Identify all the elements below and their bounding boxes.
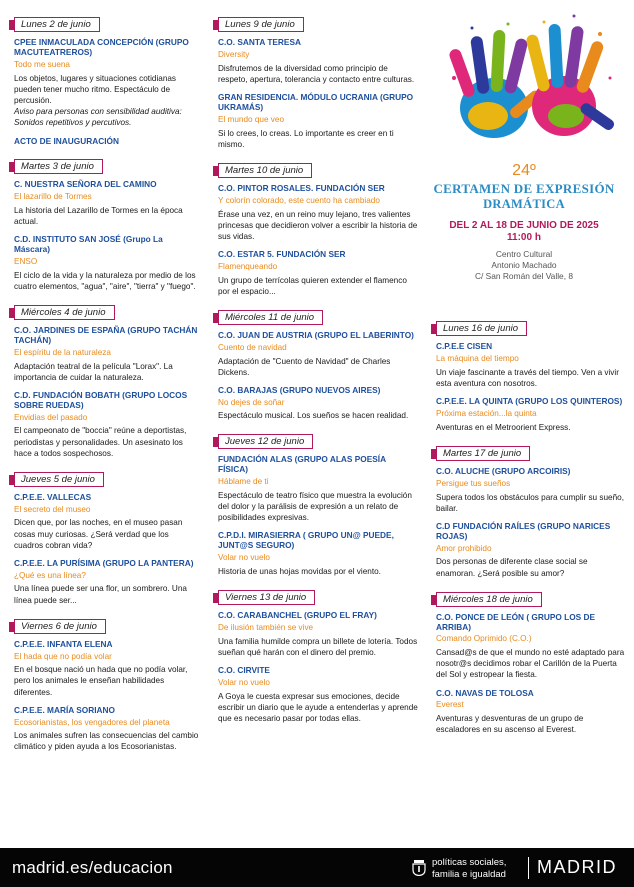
event-item xyxy=(14,38,200,146)
day-section xyxy=(218,307,418,422)
event-group-name: GRAN RESIDENCIA. MÓDULO UCRANIA (GRUPO UKRAMÁS) xyxy=(218,91,414,112)
event-group-name: C. NUESTRA SEÑORA DEL CAMINO xyxy=(14,179,157,190)
event-extra-label: ACTO DE INAUGURACIÓN xyxy=(14,136,119,147)
event-play-title: Cuento de navidad xyxy=(218,342,287,352)
venue-line: C/ San Román del Valle, 8 xyxy=(474,270,574,281)
event-play-title: Diversity xyxy=(218,49,250,59)
event-group-name: C.P.E.E. INFANTA ELENA xyxy=(14,638,113,649)
event-group-name: C.P.E.E. VALLECAS xyxy=(14,491,92,502)
event-play-title: El hada que no podía volar xyxy=(14,651,112,661)
event-item xyxy=(436,613,626,681)
event-description: Los animales sufren las consecuencias del cambio climático y piden ayuda a los Ecosorianistas. xyxy=(14,731,199,752)
event-item xyxy=(218,666,418,724)
event-item xyxy=(436,397,626,433)
day-label: Martes 3 de junio xyxy=(14,159,103,174)
event-item xyxy=(218,611,418,658)
event-group-name: FUNDACIÓN ALAS (GRUPO ALAS POESÍA FÍSICA) xyxy=(218,454,386,475)
day-label: Miércoles 18 de junio xyxy=(436,592,542,607)
event-group-name: C.D. FUNDACIÓN BOBATH (GRUPO LOCOS SOBRE RUEDAS) xyxy=(14,389,188,410)
event-item xyxy=(14,640,200,698)
event-group-name: C.O. BARAJAS (GRUPO NUEVOS AIRES) xyxy=(218,384,381,395)
event-play-title: De ilusión también se vive xyxy=(218,623,314,633)
event-group-name: C.O. ALUCHE (GRUPO ARCOIRIS) xyxy=(436,465,571,476)
event-item xyxy=(218,455,418,523)
event-item xyxy=(218,93,418,150)
event-play-title: El lazarillo de Tormes xyxy=(14,192,92,202)
day-section xyxy=(218,431,418,577)
event-item xyxy=(14,391,200,459)
event-description: Dicen que, por las noches, en el museo pasan cosas muy curiosas. ¿Será verdad que los cuadros cobran vida? xyxy=(14,518,183,550)
event-item xyxy=(14,326,200,383)
event-description: Disfrutemos de la diversidad como principio de respeto, apertura, tolerancia y contacto entre culturas. xyxy=(218,63,415,84)
event-group-name: C.O. ESTAR 5. FUNDACIÓN SER xyxy=(218,248,346,259)
event-item xyxy=(436,522,626,579)
event-item xyxy=(14,493,200,551)
event-play-title: Everest xyxy=(436,700,464,710)
day-label: Jueves 5 de junio xyxy=(14,472,104,487)
day-label: Miércoles 11 de junio xyxy=(218,310,323,325)
event-play-title: El secreto del museo xyxy=(14,504,91,514)
event-description: Historia de unas hojas movidas por el viento. xyxy=(218,567,381,577)
event-group-name: C.O. NAVAS DE TOLOSA xyxy=(436,687,534,698)
department-line: familia e igualdad xyxy=(432,869,506,880)
event-time: 11:00 h xyxy=(507,232,541,243)
event-note: Aviso para personas con sensibilidad auditiva: Sonidos repetitivos y percutivos. xyxy=(14,106,182,127)
event-group-name: C.P.D.I. MIRASIERRA ( GRUPO UN@ PUEDE, JUNT@S SEGURO) xyxy=(218,530,394,551)
event-description: Érase una vez, en un reino muy lejano, tres valientes princesas que decidieron volver a escribir la historia de sus vidas. xyxy=(218,209,418,241)
event-group-name: C.P.E.E. MARÍA SORIANO xyxy=(14,704,115,715)
event-play-title: El mundo que veo xyxy=(218,114,284,124)
event-description: Un viaje fascinante a través del tiempo. Ven a vivir esta aventura con nosotros. xyxy=(436,367,619,388)
venue-line: Antonio Machado xyxy=(491,259,557,270)
madrid-crest-icon xyxy=(412,859,426,876)
event-item xyxy=(218,38,418,85)
event-title-line1: CERTAMEN DE EXPRESIÓN xyxy=(433,181,615,196)
day-label: Lunes 16 de junio xyxy=(436,321,527,336)
event-description: Adaptación de "Cuento de Navidad" de Charles Dickens. xyxy=(218,356,391,377)
event-item xyxy=(436,467,626,514)
event-play-title: Comando Oprimido (C.O.) xyxy=(436,634,532,644)
event-description: Una línea puede ser una flor, un sombrero. Una línea puede ser... xyxy=(14,584,187,605)
event-description: Aventuras y desventuras de un grupo de escaladores en su ascenso al Everest. xyxy=(436,714,584,735)
event-item xyxy=(14,180,200,227)
event-group-name: C.O. JUAN DE AUSTRIA (GRUPO EL LABERINTO) xyxy=(218,329,414,340)
event-description: Espectáculo musical. Los sueños se hacen realidad. xyxy=(218,411,409,421)
event-group-name: C.P.E.E. LA QUINTA (GRUPO LOS QUINTEROS) xyxy=(436,395,623,406)
day-label: Viernes 13 de junio xyxy=(218,590,315,605)
event-play-title: No dejes de soñar xyxy=(218,397,285,407)
event-item xyxy=(14,559,200,606)
event-description: La historia del Lazarillo de Tormes en la época actual. xyxy=(14,205,183,226)
event-play-title: ¿Qué es una línea? xyxy=(14,570,86,580)
event-description: Adaptación teatral de la película "Lorax". La importancia de cuidar la naturaleza. xyxy=(14,361,173,382)
event-play-title: Volar no vuelo xyxy=(218,678,270,688)
day-label: Lunes 2 de junio xyxy=(14,17,100,32)
day-section xyxy=(436,318,626,433)
event-group-name: C.O. SANTA TERESA xyxy=(218,37,301,47)
painted-hands-icon xyxy=(424,8,624,160)
event-description: El campeonato de "boccia" reúne a deportistas, periodistas y personalidades. Un asesinato los hace a todos sospechosos. xyxy=(14,426,187,458)
event-group-name: C.O. JARDINES DE ESPAÑA (GRUPO TACHÁN TACHÁN) xyxy=(14,324,198,345)
event-item xyxy=(436,342,626,389)
day-section xyxy=(14,302,200,459)
event-title-line2: DRAMÁTICA xyxy=(483,197,565,211)
event-item xyxy=(14,706,200,753)
event-description: Si lo crees, lo creas. Lo importante es creer en ti mismo. xyxy=(218,128,394,149)
event-description: En el bosque nació un hada que no podía volar, pero los animales le enseñan habilidades diferentes. xyxy=(14,665,188,697)
event-group-name: CPEE INMACULADA CONCEPCIÓN (GRUPO MACUTEATREROS) xyxy=(14,37,189,57)
event-group-name: C.O. CARABANCHEL (GRUPO EL FRAY) xyxy=(218,610,377,621)
event-heading xyxy=(424,163,624,282)
event-play-title: Envidias del pasado xyxy=(14,412,88,422)
event-description: Aventuras en el Metroorient Express. xyxy=(436,422,571,432)
day-section xyxy=(14,616,200,753)
event-description: Un grupo de terrícolas quieren extender el flamenco por el espacio... xyxy=(218,275,407,296)
event-play-title: La máquina del tiempo xyxy=(436,353,519,363)
madrid-brand: MADRID xyxy=(537,857,617,877)
event-item xyxy=(14,235,200,292)
event-group-name: C.P.E.E. LA PURÍSIMA (GRUPO LA PANTERA) xyxy=(14,557,194,568)
event-description: Dos personas de diferente clase social se enamoran. ¿Será posible su amor? xyxy=(436,557,588,578)
event-group-name: C.D FUNDACIÓN RAÍLES (GRUPO NARICES ROJAS) xyxy=(436,520,611,541)
footer-divider xyxy=(528,857,529,879)
event-description: Cansad@s de que el mundo no esté adaptado para nosotr@s decidimos robar el Carillón de la Puerta del Sol y estropear la fiesta. xyxy=(436,648,625,680)
day-section xyxy=(14,469,200,606)
day-label: Viernes 6 de junio xyxy=(14,619,106,634)
event-play-title: El espíritu de la naturaleza xyxy=(14,347,111,357)
event-description: Los objetos, lugares y situaciones cotidianas pueden tener mucho ritmo. Espectáculo de percusión. xyxy=(14,73,177,105)
day-label: Martes 10 de junio xyxy=(218,163,312,178)
event-description: A Goya le cuesta expresar sus emociones, decide escribir un diario que le ayude a entenderlas y aprende que es necesario pasar por todas ellas. xyxy=(218,691,418,724)
event-play-title: Flamenqueando xyxy=(218,261,278,271)
day-section xyxy=(218,587,418,724)
footer-url-link[interactable]: madrid.es/educacion xyxy=(12,858,173,877)
edition-number: 24º xyxy=(512,162,536,179)
day-section xyxy=(218,160,418,297)
day-label: Lunes 9 de junio xyxy=(218,17,304,32)
event-item xyxy=(218,331,418,378)
event-item xyxy=(218,184,418,242)
event-play-title: Próxima estación...la quinta xyxy=(436,408,537,418)
day-label: Martes 17 de junio xyxy=(436,446,530,461)
event-play-title: Volar no vuelo xyxy=(218,553,270,563)
event-group-name: C.P.E.E CISEN xyxy=(436,341,493,351)
event-play-title: Y colorín colorado, este cuento ha cambiado xyxy=(218,195,380,205)
venue-line: Centro Cultural xyxy=(495,249,553,259)
event-description: Supera todos los obstáculos para cumplir su sueño, bailar. xyxy=(436,492,624,513)
department-line: políticas sociales, xyxy=(432,857,507,868)
day-section xyxy=(14,14,200,146)
day-section xyxy=(218,14,418,150)
event-play-title: Háblame de ti xyxy=(218,477,269,487)
event-play-title: Ecosorianistas, los vengadores del planeta xyxy=(14,717,170,727)
event-description: El ciclo de la vida y la naturaleza por medio de los cuatro elementos, "agua", "aire", "tierra" y "fuego". xyxy=(14,270,196,291)
day-label: Jueves 12 de junio xyxy=(218,434,313,449)
event-item xyxy=(436,689,626,736)
day-section xyxy=(14,156,200,292)
event-group-name: C.D. INSTITUTO SAN JOSÉ (Grupo La Máscara) xyxy=(14,233,163,254)
event-play-title: Amor prohibido xyxy=(436,543,492,553)
event-group-name: C.O. PONCE DE LEÓN ( GRUPO LOS DE ARRIBA) xyxy=(436,611,596,632)
day-label: Miércoles 4 de junio xyxy=(14,305,115,320)
event-play-title: Persigue tus sueños xyxy=(436,478,511,488)
column-left xyxy=(14,14,200,762)
day-section xyxy=(436,589,626,736)
event-group-name: C.O. CIRVITE xyxy=(218,665,270,676)
event-description: Una familia humilde compra un billete de lotería. Todos sueñan qué harán con el dinero del premio. xyxy=(218,637,418,658)
event-description: Espectáculo de teatro físico que muestra la evolución del dolor y la parálisis de expresión a un relato de posibilidades expresivas. xyxy=(218,491,412,523)
event-group-name: C.O. PINTOR ROSALES. FUNDACIÓN SER xyxy=(218,182,385,193)
event-play-title: Todo me suena xyxy=(14,59,70,69)
footer-bar xyxy=(0,848,634,887)
day-section xyxy=(436,443,626,579)
event-item xyxy=(218,250,418,297)
event-item xyxy=(218,531,418,577)
column-right xyxy=(436,318,626,745)
event-dates: DEL 2 AL 18 DE JUNIO DE 2025 xyxy=(449,220,599,231)
event-item xyxy=(218,386,418,422)
event-play-title: ENSO xyxy=(14,256,38,266)
column-middle xyxy=(218,14,418,734)
